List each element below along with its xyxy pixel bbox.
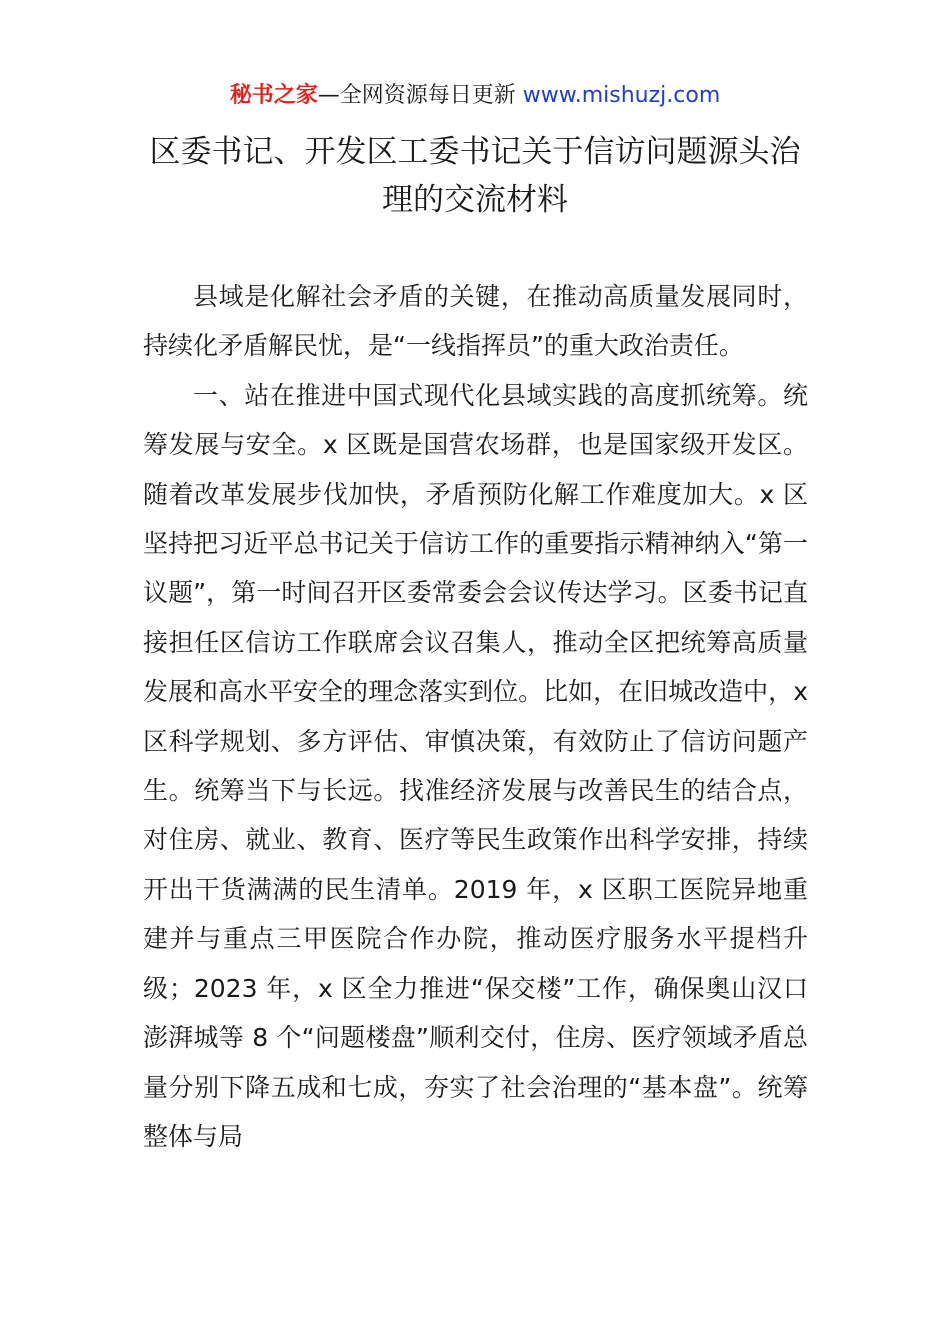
- paragraph: 县域是化解社会矛盾的关键，在推动高质量发展同时，持续化矛盾解民忧，是“一线指挥员”的重大政治责任。: [143, 282, 808, 361]
- document-title: 区委书记、开发区工委书记关于信访问题源头治理的交流材料: [149, 134, 801, 218]
- paragraph: 一、站在推进中国式现代化县域实践的高度抓统筹。统筹发展与安全。x 区既是国营农场群，也是国家级开发区。随着改革发展步伐加快，矛盾预防化解工作难度加大。x 区坚持把习近平总书记关于信访工作的重要指示精神纳入“第一议题”，第一时间召开区委常委会会议传达学习。区委书记直接担任区信访工作联席会议召集人，推动全区把统筹高质量发展和高水平安全的理念落实到位。比如，在旧城改造中，x 区科学规划、多方评估、审慎决策，有效防止了信访问题产生。统筹当下与长远。找准经济发展与改善民生的结合点，对住房、就业、教育、医疗等民生政策作出科学安排，持续开出干货满满的民生清单。2019 年，x 区职工医院异地重建并与重点三甲医院合作办院，推动医疗服务水平提档升级；2023 年，x 区全力推进“保交楼”工作，确保奥山汉口澎湃城等 8 个“问题楼盘”顺利交付，住房、医疗领域矛盾总量分别下降五成和七成，夯实了社会治理的“基本盘”。统筹整体与局: [143, 380, 808, 1151]
- site-tagline: —全网资源每日更新: [317, 83, 523, 108]
- site-url-link[interactable]: www.mishuzj.com: [522, 83, 721, 108]
- brand-name: 秘书之家: [229, 83, 318, 108]
- document-body: [143, 272, 808, 1161]
- site-header: [0, 80, 950, 112]
